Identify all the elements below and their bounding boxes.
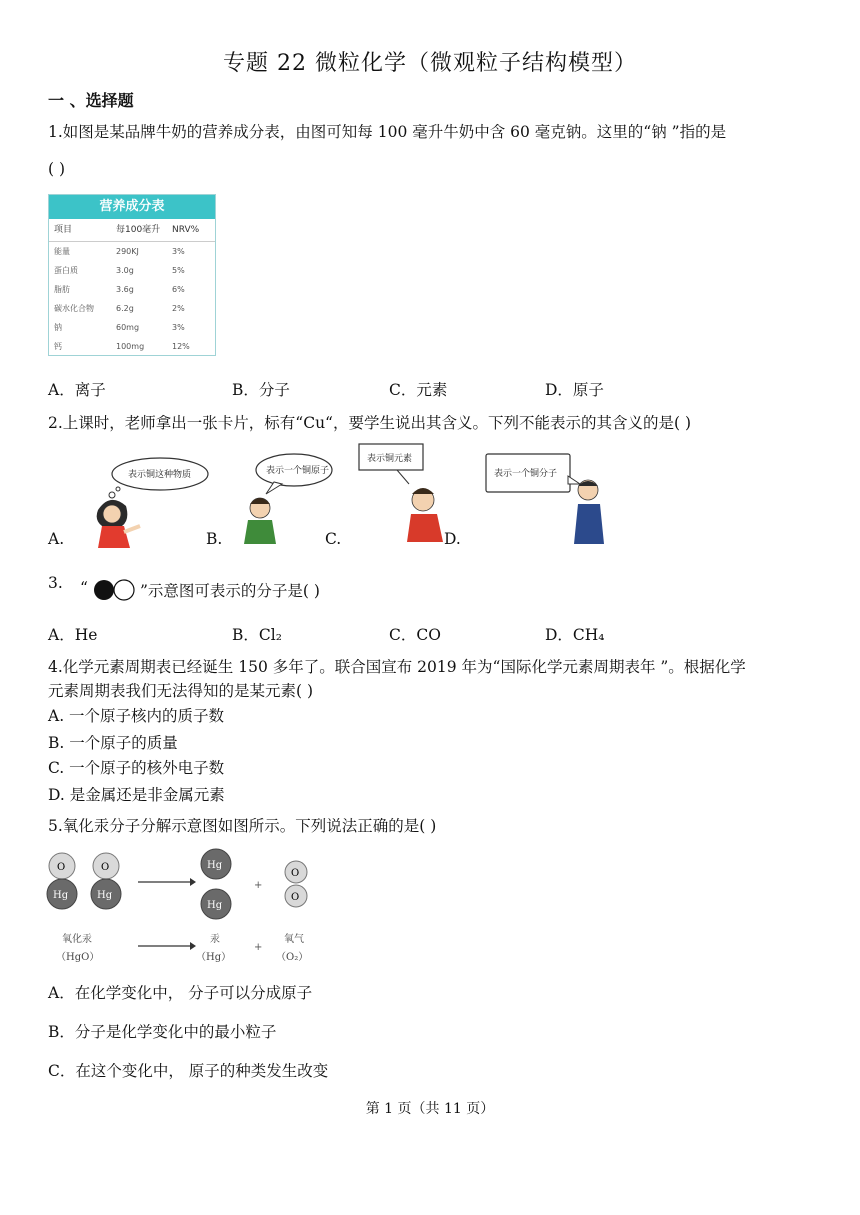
page-footer: 第 1 页（共 11 页） — [365, 1101, 495, 1117]
atom-o-label: O — [291, 868, 300, 879]
q3-option-d[interactable]: D．CH₄ — [545, 626, 605, 644]
plus-sign: + — [254, 880, 263, 891]
cell: 290KJ — [116, 247, 139, 256]
q2-bubble-c: 表示铜元素 — [367, 454, 413, 464]
q4-option-d[interactable]: D. 是金属还是非金属元素 — [48, 786, 225, 804]
formula-hgo: （HgO） — [56, 952, 100, 963]
q2-label-b[interactable]: B. — [206, 530, 223, 548]
q2-label-c[interactable]: C. — [325, 530, 342, 548]
q4-stem-line2: 元素周期表我们无法得知的是某元素( ) — [48, 682, 314, 700]
nutrition-table-columns — [49, 219, 215, 242]
cell: 3% — [172, 323, 185, 332]
q3-stem-pre: “ — [80, 579, 88, 597]
col-nrv: NRV% — [172, 225, 200, 235]
table-row — [49, 337, 215, 356]
atom-hg-label: Hg — [53, 890, 69, 901]
q5-option-a[interactable]: A．在化学变化中， 分子可以分成原子 — [48, 984, 313, 1002]
nutrition-table — [48, 194, 216, 356]
cell: 能量 — [54, 247, 70, 256]
q1-option-d[interactable]: D．原子 — [545, 381, 604, 399]
label-o2: 氧气 — [284, 934, 304, 945]
section-heading: 一 、选择题 — [48, 91, 134, 110]
formula-o2: （O₂） — [276, 952, 309, 963]
table-row — [49, 280, 215, 299]
q4-option-c[interactable]: C. 一个原子的核外电子数 — [48, 759, 225, 777]
cell: 5% — [172, 266, 185, 275]
cell: 脂肪 — [54, 285, 70, 294]
molecule-diagram — [92, 578, 140, 602]
cell: 6% — [172, 285, 185, 294]
q2-figure-c — [357, 442, 453, 546]
cell: 3.6g — [116, 285, 134, 294]
table-row — [49, 242, 215, 261]
atom-o-label: O — [57, 862, 66, 873]
col-per100: 每100毫升 — [116, 225, 161, 235]
cell: 钠 — [54, 323, 62, 332]
table-row — [49, 318, 215, 337]
q1-stem-line2: ( ) — [48, 160, 66, 178]
cell: 6.2g — [116, 304, 134, 313]
cell: 蛋白质 — [54, 266, 78, 275]
q1-stem-line1: 1.如图是某品牌牛奶的营养成分表，由图可知每 100 毫升牛奶中含 60 毫克钠。这里的“钠 ”指的是 — [48, 123, 727, 141]
q1-option-a[interactable]: A．离子 — [48, 381, 106, 399]
plus-sign: + — [254, 942, 263, 953]
mercury-oxide-diagram — [44, 846, 324, 970]
table-row — [49, 299, 215, 318]
cell: 3.0g — [116, 266, 134, 275]
q2-figure-a — [88, 448, 210, 548]
cell: 钙 — [54, 342, 62, 351]
nutrition-table-header: 营养成分表 — [49, 195, 215, 219]
atom-hg-label: Hg — [207, 860, 223, 871]
table-row — [49, 261, 215, 280]
q1-option-b[interactable]: B．分子 — [232, 381, 290, 399]
q1-option-c[interactable]: C．元素 — [389, 381, 448, 399]
q2-bubble-a: 表示铜这种物质 — [128, 470, 192, 480]
atom-o-label: O — [101, 862, 110, 873]
q3-num: 3. — [48, 574, 63, 592]
q5-option-b[interactable]: B．分子是化学变化中的最小粒子 — [48, 1023, 277, 1041]
cell: 2% — [172, 304, 185, 313]
q3-option-a[interactable]: A．He — [48, 626, 98, 644]
q2-bubble-b: 表示一个铜原子 — [266, 466, 330, 476]
q2-stem: 2.上课时，老师拿出一张卡片，标有“Cu“，要学生说出其含义。下列不能表示的其含义的是( ) — [48, 414, 692, 432]
q2-label-a[interactable]: A. — [48, 530, 65, 548]
page-title: 专题 22 微粒化学（微观粒子结构模型） — [223, 51, 637, 76]
q2-figure-b — [238, 450, 334, 546]
q3-option-c[interactable]: C．CO — [389, 626, 441, 644]
atom-hg-label: Hg — [97, 890, 113, 901]
label-hgo: 氧化汞 — [62, 934, 92, 945]
col-item: 项目 — [54, 225, 73, 235]
q3-option-b[interactable]: B．Cl₂ — [232, 626, 282, 644]
cell: 100mg — [116, 342, 145, 351]
atom-hg-label: Hg — [207, 900, 223, 911]
cell: 3% — [172, 247, 185, 256]
label-hg: 汞 — [210, 934, 220, 945]
q4-stem-line1: 4.化学元素周期表已经诞生 150 多年了。联合国宣布 2019 年为“国际化学元素周期表年 ”。根据化学 — [48, 658, 746, 676]
cell: 碳水化合物 — [54, 304, 94, 313]
q2-bubble-d: 表示一个铜分子 — [494, 469, 558, 479]
cell: 60mg — [116, 323, 140, 332]
q2-label-d[interactable]: D. — [444, 530, 461, 548]
q4-option-b[interactable]: B. 一个原子的质量 — [48, 734, 178, 752]
q5-option-c[interactable]: C．在这个变化中， 原子的种类发生改变 — [48, 1062, 329, 1080]
q4-option-a[interactable]: A. 一个原子核内的质子数 — [48, 707, 225, 725]
q3-stem-post: ”示意图可表示的分子是( ) — [140, 582, 320, 600]
q2-figure-d — [484, 450, 608, 546]
q5-stem: 5.氧化汞分子分解示意图如图所示。下列说法正确的是( ) — [48, 817, 437, 835]
formula-hg: （Hg） — [196, 952, 232, 963]
cell: 12% — [172, 342, 190, 351]
atom-o-label: O — [291, 892, 300, 903]
